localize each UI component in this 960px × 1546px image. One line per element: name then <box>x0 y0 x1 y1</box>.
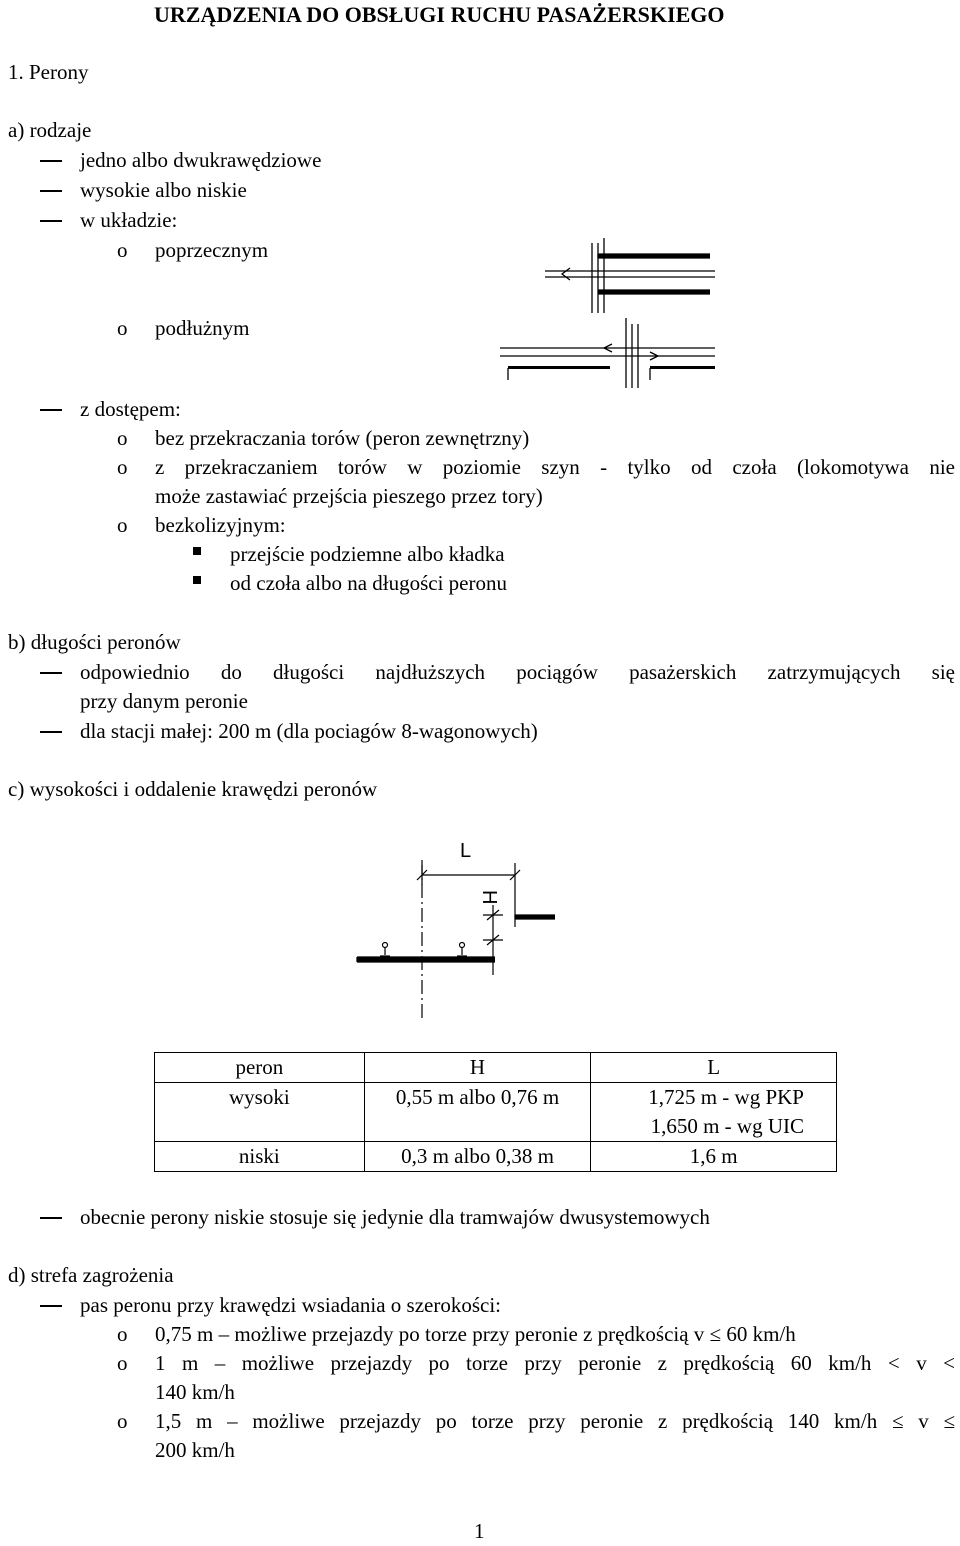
table-cell <box>155 1112 365 1142</box>
circle-bullet: o <box>117 426 128 450</box>
circle-bullet: o <box>117 1322 128 1346</box>
dash-bullet <box>40 190 62 192</box>
subsection-d-heading: d) strefa zagrożenia <box>8 1263 174 1287</box>
section-heading-perony: 1. Perony <box>8 60 89 84</box>
list-item-continuation: przy danym peronie <box>80 689 248 713</box>
table-cell: 1,650 m - wg UIC <box>591 1112 837 1142</box>
table-cell: 1,6 m <box>591 1142 837 1172</box>
dash-bullet <box>40 731 62 733</box>
danger-zone-option: 1,5 m – możliwe przejazdy po torze przy peronie z prędkością 140 km/h ≤ v ≤ <box>155 1409 955 1433</box>
access-option: bezkolizyjnym: <box>155 513 286 537</box>
sub-option: przejście podziemne albo kładka <box>230 542 505 566</box>
access-label: z dostępem: <box>80 397 181 421</box>
dash-bullet <box>40 672 62 674</box>
table-row <box>155 1142 837 1172</box>
danger-zone-option: 0,75 m – możliwe przejazdy po torze przy peronie z prędkością v ≤ 60 km/h <box>155 1322 796 1346</box>
dimension-label-l: L <box>460 840 472 862</box>
list-item: dla stacji małej: 200 m (dla pociagów 8-wagonowych) <box>80 719 538 743</box>
danger-zone-option: 1 m – możliwe przejazdy po torze przy peronie z prędkością 60 km/h < v < <box>155 1351 955 1375</box>
dash-bullet <box>40 409 62 411</box>
danger-zone-option-continuation: 140 km/h <box>155 1380 235 1404</box>
table-row-continuation <box>155 1112 837 1142</box>
sub-option: od czoła albo na długości peronu <box>230 571 507 595</box>
circle-bullet: o <box>117 316 128 340</box>
table-cell <box>364 1112 591 1142</box>
square-bullet <box>193 547 201 555</box>
table-cell: 0,55 m albo 0,76 m <box>364 1083 591 1113</box>
note-text: obecnie perony niskie stosuje się jedynie dla tramwajów dwusystemowych <box>80 1205 710 1229</box>
list-item: odpowiednio do długości najdłuższych pociągów pasażerskich zatrzymujących się <box>80 660 955 684</box>
page-number: 1 <box>474 1519 485 1543</box>
dash-bullet <box>40 1217 62 1219</box>
table-cell: 0,3 m albo 0,38 m <box>364 1142 591 1172</box>
layout-option-poprzeczny: poprzecznym <box>155 238 269 262</box>
list-item: pas peronu przy krawędzi wsiadania o szerokości: <box>80 1293 502 1317</box>
table-cell: 1,725 m - wg PKP <box>591 1083 837 1113</box>
access-option: bez przekraczania torów (peron zewnętrzny) <box>155 426 530 450</box>
platform-dimensions-table <box>154 1052 837 1172</box>
table-header-cell: H <box>364 1053 591 1083</box>
subsection-c-heading: c) wysokości i oddalenie krawędzi peronów <box>8 777 378 801</box>
transverse-platform-diagram <box>540 238 720 318</box>
access-option: z przekraczaniem torów w poziomie szyn - tylko od czoła (lokomotywa nie <box>155 455 955 479</box>
circle-bullet: o <box>117 455 128 479</box>
document-title: URZĄDZENIA DO OBSŁUGI RUCHU PASAŻERSKIEGO <box>154 2 725 27</box>
dash-bullet <box>40 160 62 162</box>
circle-bullet: o <box>117 1409 128 1433</box>
layout-option-podluzny: podłużnym <box>155 316 250 340</box>
danger-zone-option-continuation: 200 km/h <box>155 1438 235 1462</box>
dash-bullet <box>40 1305 62 1307</box>
circle-bullet: o <box>117 1351 128 1375</box>
subsection-b-heading: b) długości peronów <box>8 630 181 654</box>
table-header-cell: L <box>591 1053 837 1083</box>
dash-bullet <box>40 220 62 222</box>
subsection-a-heading: a) rodzaje <box>8 118 92 142</box>
table-header-cell: peron <box>155 1053 365 1083</box>
circle-bullet: o <box>117 238 128 262</box>
list-item: jedno albo dwukrawędziowe <box>80 148 322 172</box>
platform-cross-section-diagram <box>355 835 555 1020</box>
longitudinal-platform-diagram <box>500 318 720 390</box>
table-row <box>155 1083 837 1113</box>
dimension-label-h: H <box>478 890 500 905</box>
list-item: w układzie: <box>80 208 178 232</box>
circle-bullet: o <box>117 513 128 537</box>
table-cell: niski <box>155 1142 365 1172</box>
access-option-continuation: może zastawiać przejścia pieszego przez tory) <box>155 484 543 508</box>
square-bullet <box>193 576 201 584</box>
table-cell: wysoki <box>155 1083 365 1113</box>
list-item: wysokie albo niskie <box>80 178 247 202</box>
table-header-row <box>155 1053 837 1083</box>
